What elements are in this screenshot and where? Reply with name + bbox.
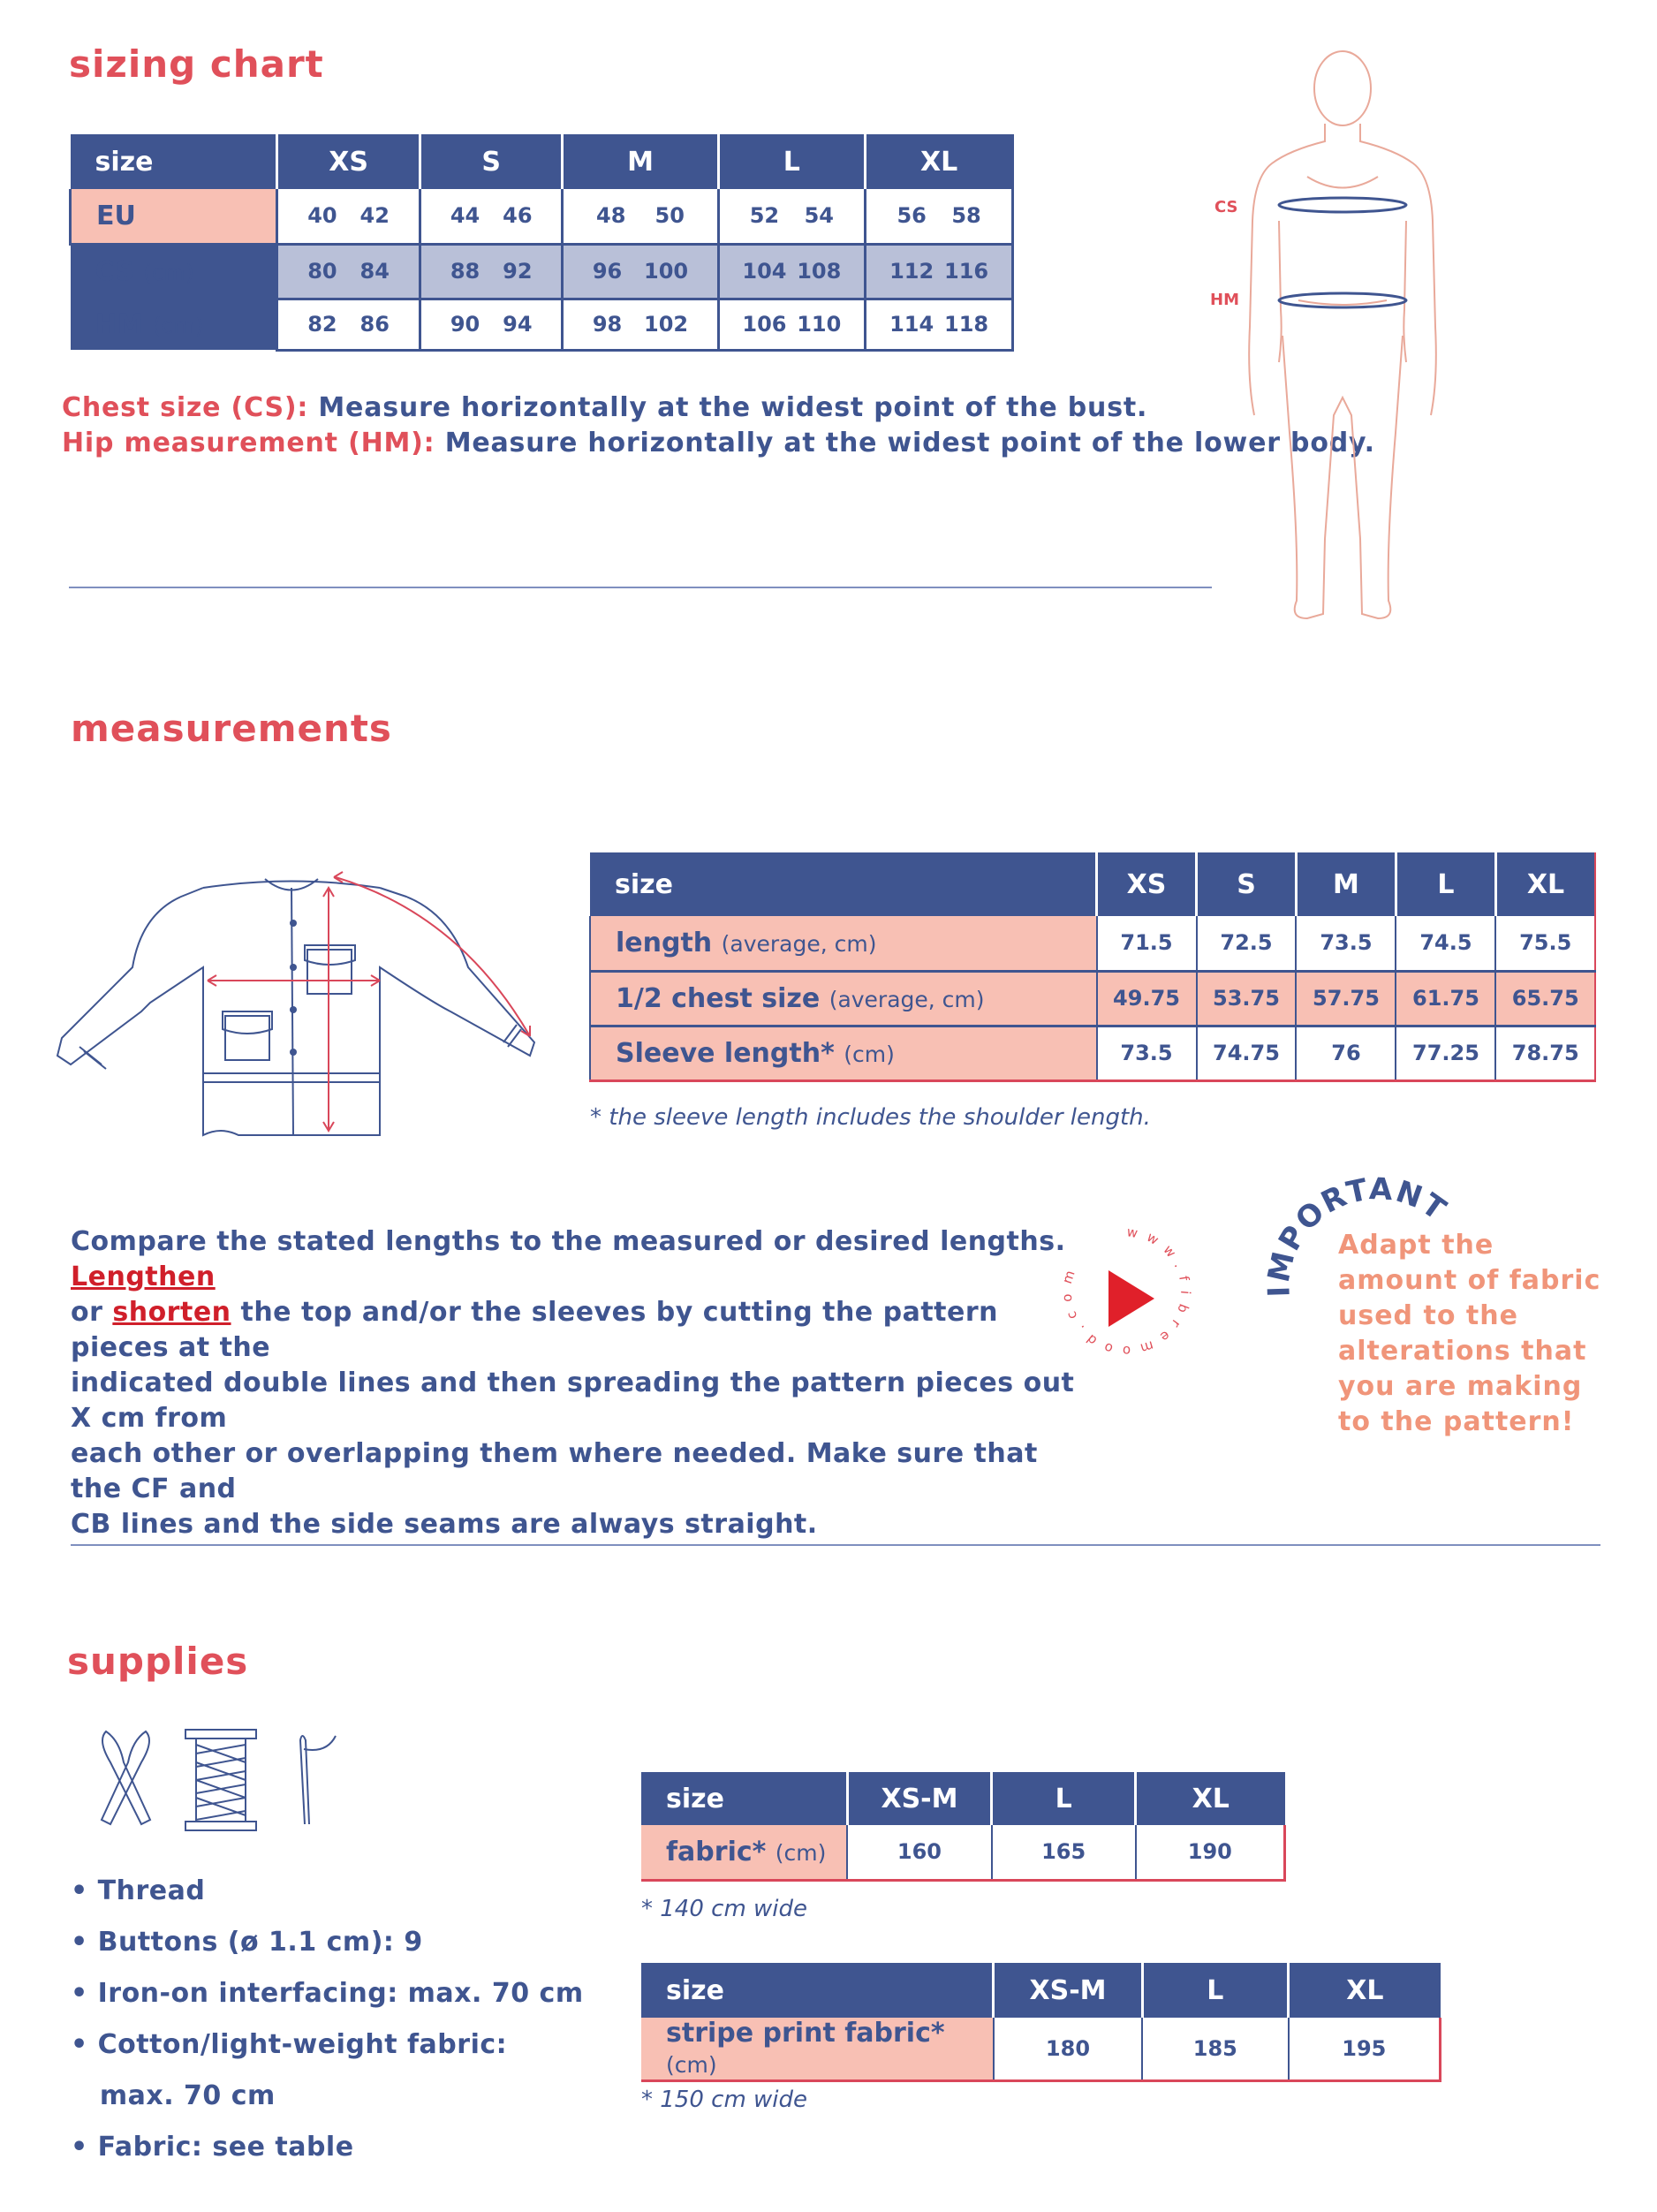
meas-header-l: L xyxy=(1396,852,1495,916)
sizing-cell: 88 92 xyxy=(420,244,563,299)
divider xyxy=(69,587,1212,588)
meas-cell: 57.75 xyxy=(1296,971,1396,1026)
lengthen-link[interactable]: Lengthen xyxy=(71,1261,216,1292)
divider xyxy=(71,1544,1600,1546)
supplies-list xyxy=(71,1866,584,2173)
stripe-row-label: stripe print fabric* (cm) xyxy=(641,2018,994,2081)
jacket-illustration xyxy=(53,861,548,1144)
stripe-width-note: * 150 cm wide xyxy=(641,2087,808,2113)
supplies-item: • Fabric: see table xyxy=(71,2132,354,2163)
fabric-table xyxy=(641,1772,1286,1882)
meas-header-xs: XS xyxy=(1097,852,1197,916)
sewing-tools-icons xyxy=(88,1727,353,1833)
sizing-row-label-cs: CS (cm) xyxy=(71,244,277,299)
hm-label: Hip measurement (HM): xyxy=(62,428,435,458)
sizing-cell: 56 58 xyxy=(866,189,1013,244)
stripe-header-size: size xyxy=(641,1963,994,2018)
measurements-table xyxy=(589,852,1596,1082)
scissors-icon xyxy=(102,1731,150,1824)
needle-icon xyxy=(300,1736,336,1824)
fabric-row-label: fabric* (cm) xyxy=(641,1825,847,1880)
meas-cell: 78.75 xyxy=(1495,1026,1595,1080)
supplies-item: max. 70 cm xyxy=(71,2080,276,2111)
meas-cell: 73.5 xyxy=(1097,1026,1197,1080)
fabric-width-note: * 140 cm wide xyxy=(641,1896,808,1922)
meas-row-label-length: length (average, cm) xyxy=(590,916,1097,971)
fabric-header-xsm: XS-M xyxy=(847,1772,992,1825)
stripe-cell: 180 xyxy=(994,2018,1142,2081)
sizing-cell: 98 102 xyxy=(563,299,718,350)
meas-cell: 73.5 xyxy=(1296,916,1396,971)
meas-cell: 77.25 xyxy=(1396,1026,1495,1080)
meas-header-s: S xyxy=(1197,852,1297,916)
sizing-cell: 96 100 xyxy=(563,244,718,299)
sizing-header-s: S xyxy=(420,134,563,189)
sizing-table xyxy=(69,134,1014,352)
meas-header-m: M xyxy=(1296,852,1396,916)
meas-cell: 65.75 xyxy=(1495,971,1595,1026)
sizing-cell: 114 118 xyxy=(866,299,1013,350)
meas-cell: 71.5 xyxy=(1097,916,1197,971)
meas-cell: 75.5 xyxy=(1495,916,1595,971)
stripe-cell: 195 xyxy=(1289,2018,1441,2081)
meas-header-size: size xyxy=(590,852,1097,916)
meas-cell: 76 xyxy=(1296,1026,1396,1080)
svg-text:www.fibremood.com: www.fibremood.com xyxy=(1058,1223,1194,1360)
figure-hm-label: HM xyxy=(1210,291,1239,309)
measure-definitions xyxy=(62,390,1375,461)
sizing-row-label-eu: EU xyxy=(71,189,277,244)
sizing-header-xl: XL xyxy=(866,134,1013,189)
meas-cell: 74.5 xyxy=(1396,916,1495,971)
alteration-instructions: Compare the stated lengths to the measured or desired lengths. Lengthen or shorten the top and/or the sleeves by cutting the pattern pieces at the indicated double lines and then spreading the pattern pieces out X cm from each other or overlapping them where needed. Make sure that the CF and CB lines and the side seams are always straight. xyxy=(71,1226,1075,1540)
sizing-header-l: L xyxy=(718,134,866,189)
cs-text: Measure horizontally at the widest point of the bust. xyxy=(318,392,1148,423)
sizing-header-xs: XS xyxy=(277,134,420,189)
meas-cell: 74.75 xyxy=(1197,1026,1297,1080)
stripe-header-xsm: XS-M xyxy=(994,1963,1142,2018)
fabric-cell: 190 xyxy=(1136,1825,1285,1880)
sizing-cell: 52 54 xyxy=(718,189,866,244)
meas-cell: 53.75 xyxy=(1197,971,1297,1026)
meas-row-label-sleeve: Sleeve length* (cm) xyxy=(590,1026,1097,1080)
stripe-header-l: L xyxy=(1142,1963,1289,2018)
sizing-cell: 82 86 xyxy=(277,299,420,350)
thread-spool-icon xyxy=(185,1730,256,1830)
meas-cell: 72.5 xyxy=(1197,916,1297,971)
fabric-header-l: L xyxy=(992,1772,1136,1825)
fabric-header-xl: XL xyxy=(1136,1772,1285,1825)
sizing-cell: 48 50 xyxy=(563,189,718,244)
supplies-item: • Iron-on interfacing: max. 70 cm xyxy=(71,1978,584,2009)
sizing-header-size: size xyxy=(71,134,277,189)
figure-cs-label: CS xyxy=(1214,198,1238,216)
sizing-cell: 90 94 xyxy=(420,299,563,350)
video-play-icon[interactable] xyxy=(1055,1219,1197,1378)
sizing-header-m: M xyxy=(563,134,718,189)
sizing-cell: 40 42 xyxy=(277,189,420,244)
important-message: Adapt the amount of fabric used to the alterations that you are making to the pattern! xyxy=(1338,1230,1601,1437)
sizing-cell: 112 116 xyxy=(866,244,1013,299)
sizing-cell: 80 84 xyxy=(277,244,420,299)
meas-row-label-chest: 1/2 chest size (average, cm) xyxy=(590,971,1097,1026)
sizing-cell: 104 108 xyxy=(718,244,866,299)
supplies-item: • Thread xyxy=(71,1875,206,1906)
supplies-item: • Buttons (ø 1.1 cm): 9 xyxy=(71,1927,423,1958)
fabric-header-size: size xyxy=(641,1772,847,1825)
sizing-row-label-hm: HM (cm) xyxy=(71,299,277,350)
svg-text:IMPORTANT: IMPORTANT xyxy=(1260,1171,1454,1299)
shorten-link[interactable]: shorten xyxy=(112,1297,231,1328)
meas-cell: 61.75 xyxy=(1396,971,1495,1026)
supplies-item: • Cotton/light-weight fabric: xyxy=(71,2029,508,2060)
measurements-title: measurements xyxy=(71,707,392,750)
fabric-cell: 165 xyxy=(992,1825,1136,1880)
sizing-cell: 106 110 xyxy=(718,299,866,350)
sizing-cell: 44 46 xyxy=(420,189,563,244)
meas-header-xl: XL xyxy=(1495,852,1595,916)
hm-text: Measure horizontally at the widest point of the lower body. xyxy=(444,428,1375,458)
meas-cell: 49.75 xyxy=(1097,971,1197,1026)
fabric-cell: 160 xyxy=(847,1825,992,1880)
cs-label: Chest size (CS): xyxy=(62,392,309,423)
body-figure-illustration xyxy=(1201,44,1484,627)
stripe-fabric-table xyxy=(641,1963,1441,2082)
sleeve-note: * the sleeve length includes the shoulder length. xyxy=(590,1104,1151,1131)
sizing-chart-title: sizing chart xyxy=(69,42,324,86)
stripe-cell: 185 xyxy=(1142,2018,1289,2081)
stripe-header-xl: XL xyxy=(1289,1963,1441,2018)
supplies-title: supplies xyxy=(67,1640,249,1683)
